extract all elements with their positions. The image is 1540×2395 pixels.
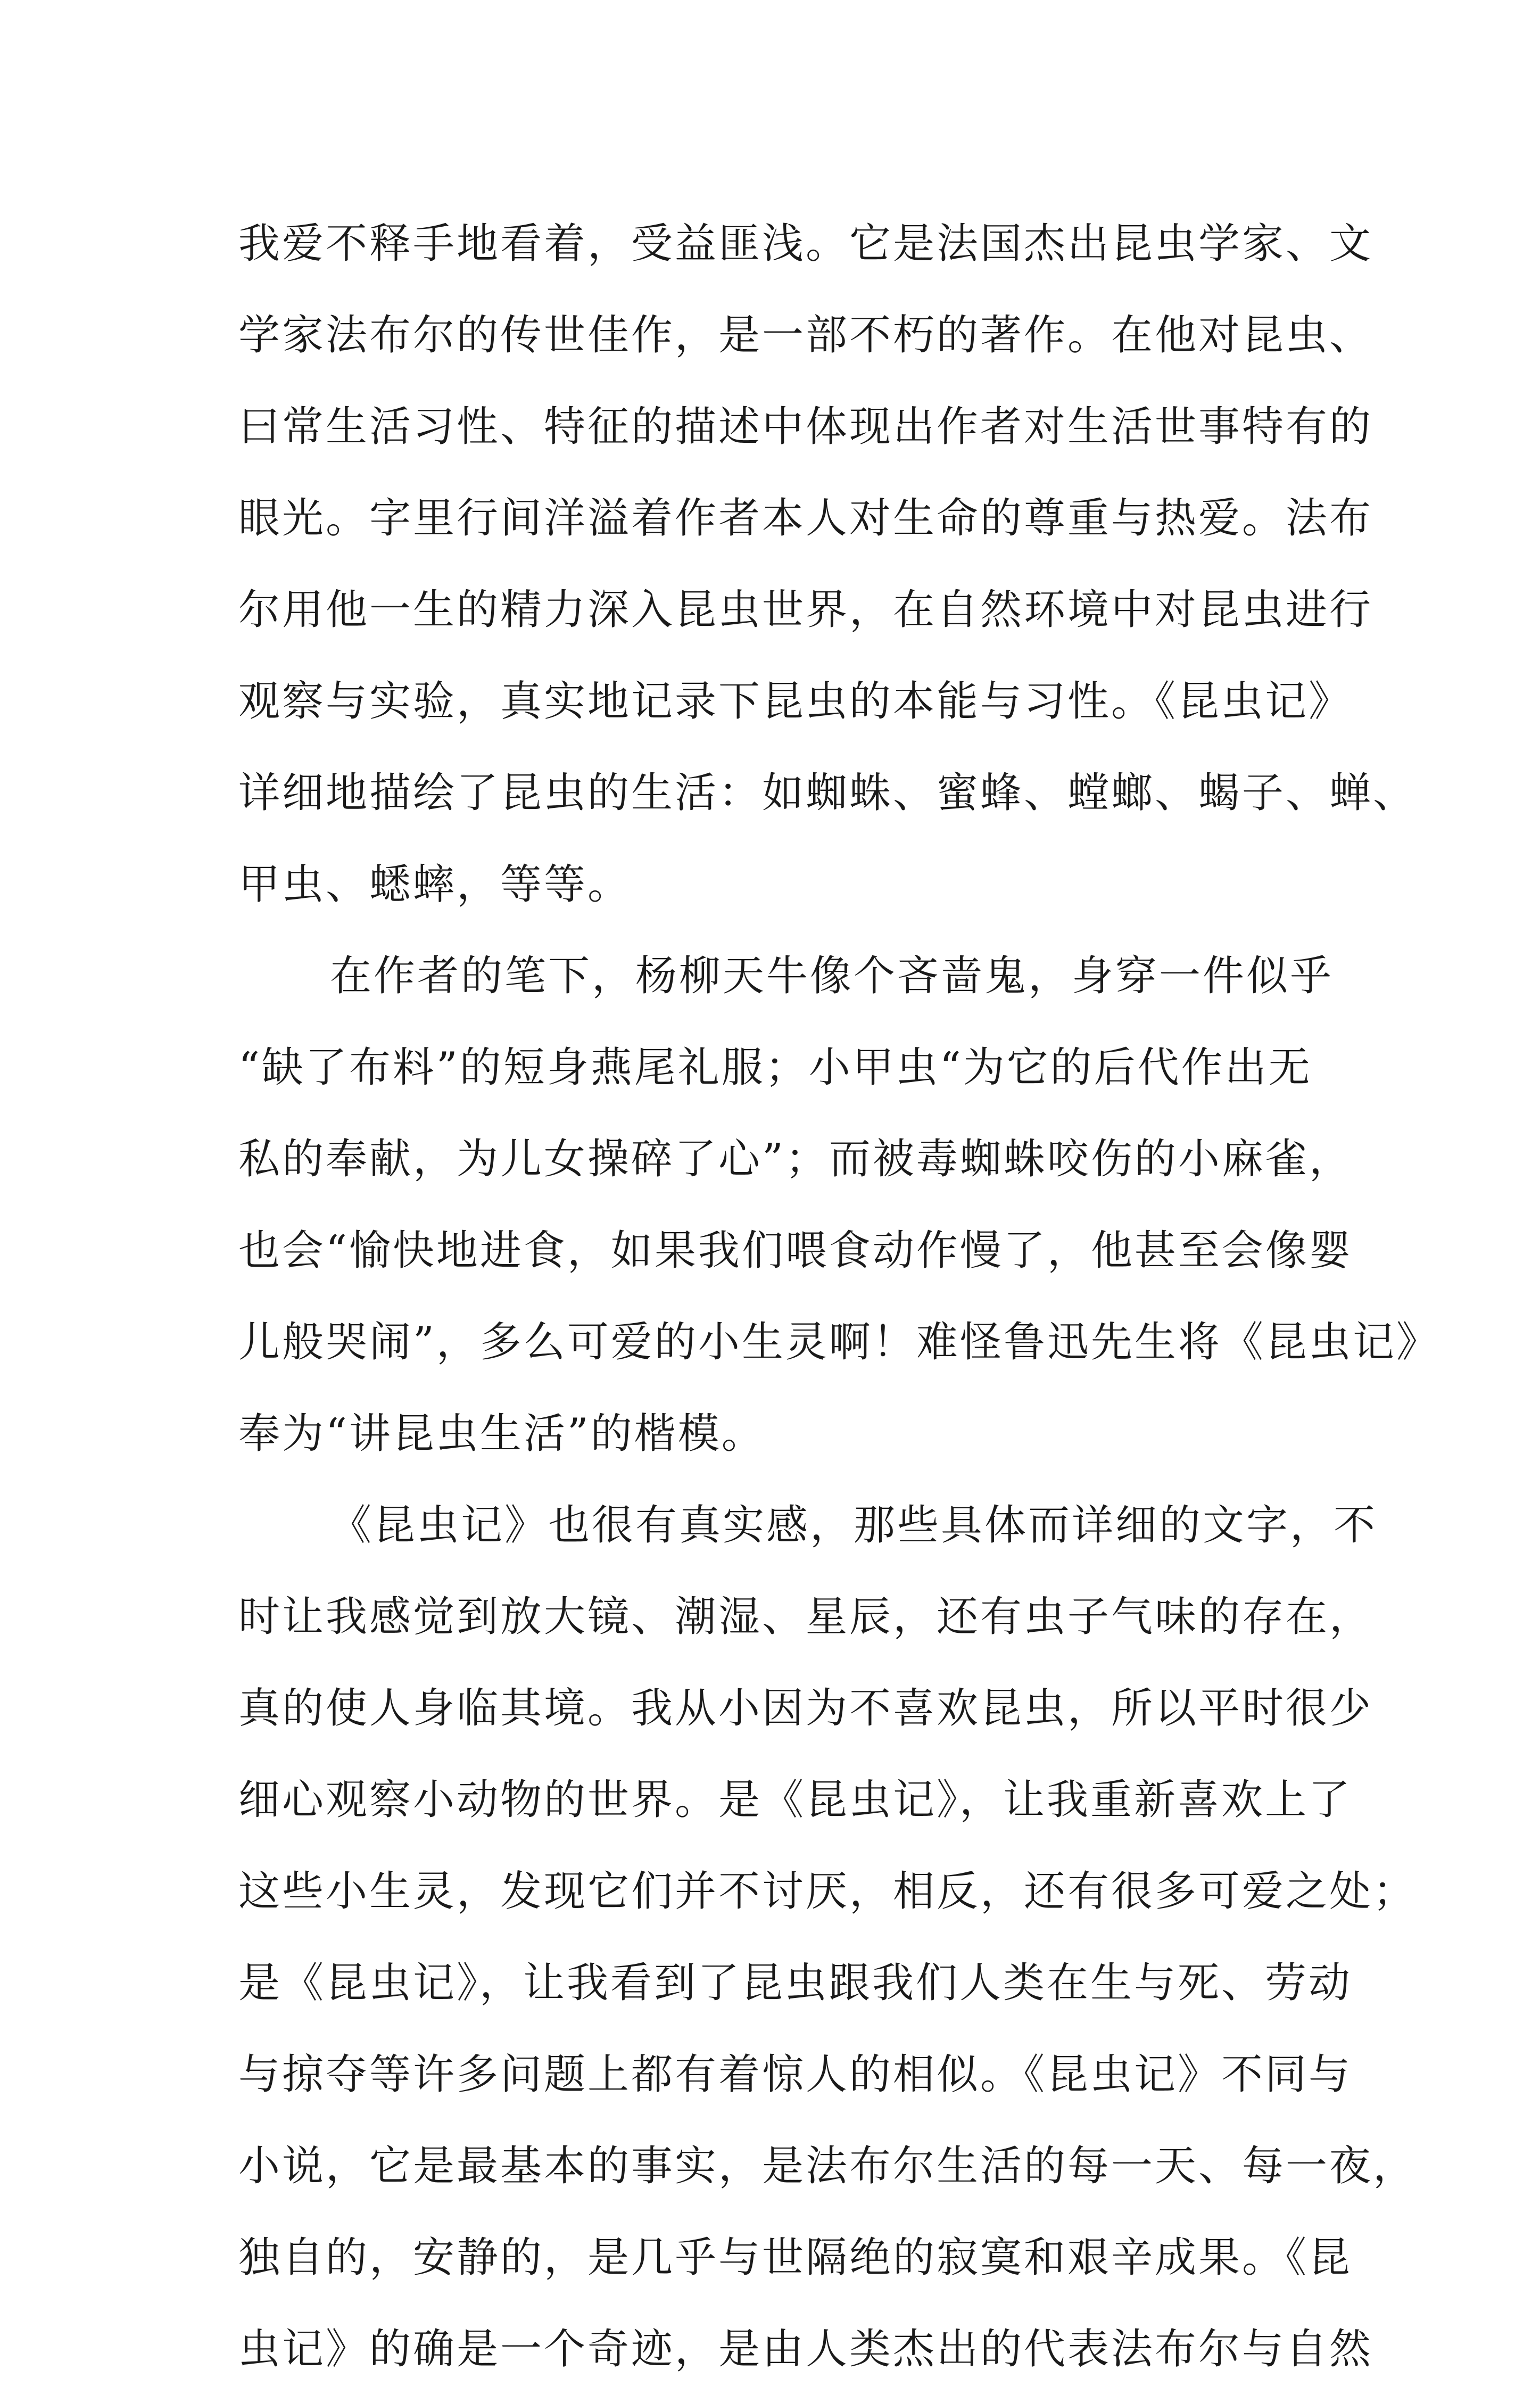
text-line: 真的使人身临其境。我从小因为不喜欢昆虫，所以平时很少 (238, 1684, 1373, 1732)
text-line: 虫记》的确是一个奇迹，是由人类杰出的代表法布尔与自然 (238, 2325, 1373, 2373)
text-line: 小说，它是最基本的事实，是法布尔生活的每一天、每一夜， (238, 2142, 1417, 2190)
text-line: 我爱不释手地看着，受益匪浅。它是法国杰出昆虫学家、文 (238, 220, 1373, 268)
text-line: 与掠夺等许多问题上都有着惊人的相似。《昆虫记》不同与 (238, 2051, 1353, 2099)
text-line: 时让我感觉到放大镜、潮湿、星辰，还有虫子气味的存在， (238, 1593, 1373, 1641)
text-line: “缺了布料”的短身燕尾礼服；小甲虫“为它的后代作出无 (238, 1044, 1312, 1092)
text-line: 私的奉献，为儿女操碎了心”；而被毒蜘蛛咬伤的小麻雀， (238, 1135, 1353, 1183)
text-line: 这些小生灵，发现它们并不讨厌，相反，还有很多可爱之处； (238, 1868, 1417, 1915)
text-line: 甲虫、蟋蟀，等等。 (238, 861, 632, 909)
text-line: 曰常生活习性、特征的描述中体现出作者对生活世事特有的 (238, 403, 1373, 451)
text-line: 眼光。字里行间洋溢着作者本人对生命的尊重与热爱。法布 (238, 494, 1373, 542)
paragraph-first-line: 《昆虫记》也很有真实感，那些具体而详细的文字，不 (330, 1501, 1378, 1549)
text-line: 尔用他一生的精力深入昆虫世界，在自然环境中对昆虫进行 (238, 586, 1373, 634)
paragraph-first-line: 在作者的笔下，杨柳天牛像个吝啬鬼，身穿一件似乎 (330, 952, 1334, 1000)
text-line: 细心观察小动物的世界。是《昆虫记》，让我重新喜欢上了 (238, 1776, 1353, 1824)
body-text (238, 198, 1440, 2395)
text-line: 奉为“讲昆虫生活”的楷模。 (238, 1410, 765, 1458)
text-line: 是《昆虫记》，让我看到了昆虫跟我们人类在生与死、劳动 (238, 1959, 1353, 2007)
text-line: 学家法布尔的传世佳作，是一部不朽的著作。在他对昆虫、 (238, 311, 1373, 359)
text-line: 儿般哭闹”，多么可爱的小生灵啊！难怪鲁迅先生将《昆虫记》 (238, 1318, 1440, 1366)
text-line: 观察与实验，真实地记录下昆虫的本能与习性。《昆虫记》 (238, 678, 1353, 725)
text-line: 详细地描绘了昆虫的生活：如蜘蛛、蜜蜂、螳螂、蝎子、蝉、 (238, 769, 1417, 817)
text-line: 也会“愉快地进食，如果我们喂食动作慢了，他甚至会像婴 (238, 1227, 1353, 1275)
text-line: 独自的，安静的，是几乎与世隔绝的寂寞和艰辛成果。《昆 (238, 2234, 1353, 2282)
